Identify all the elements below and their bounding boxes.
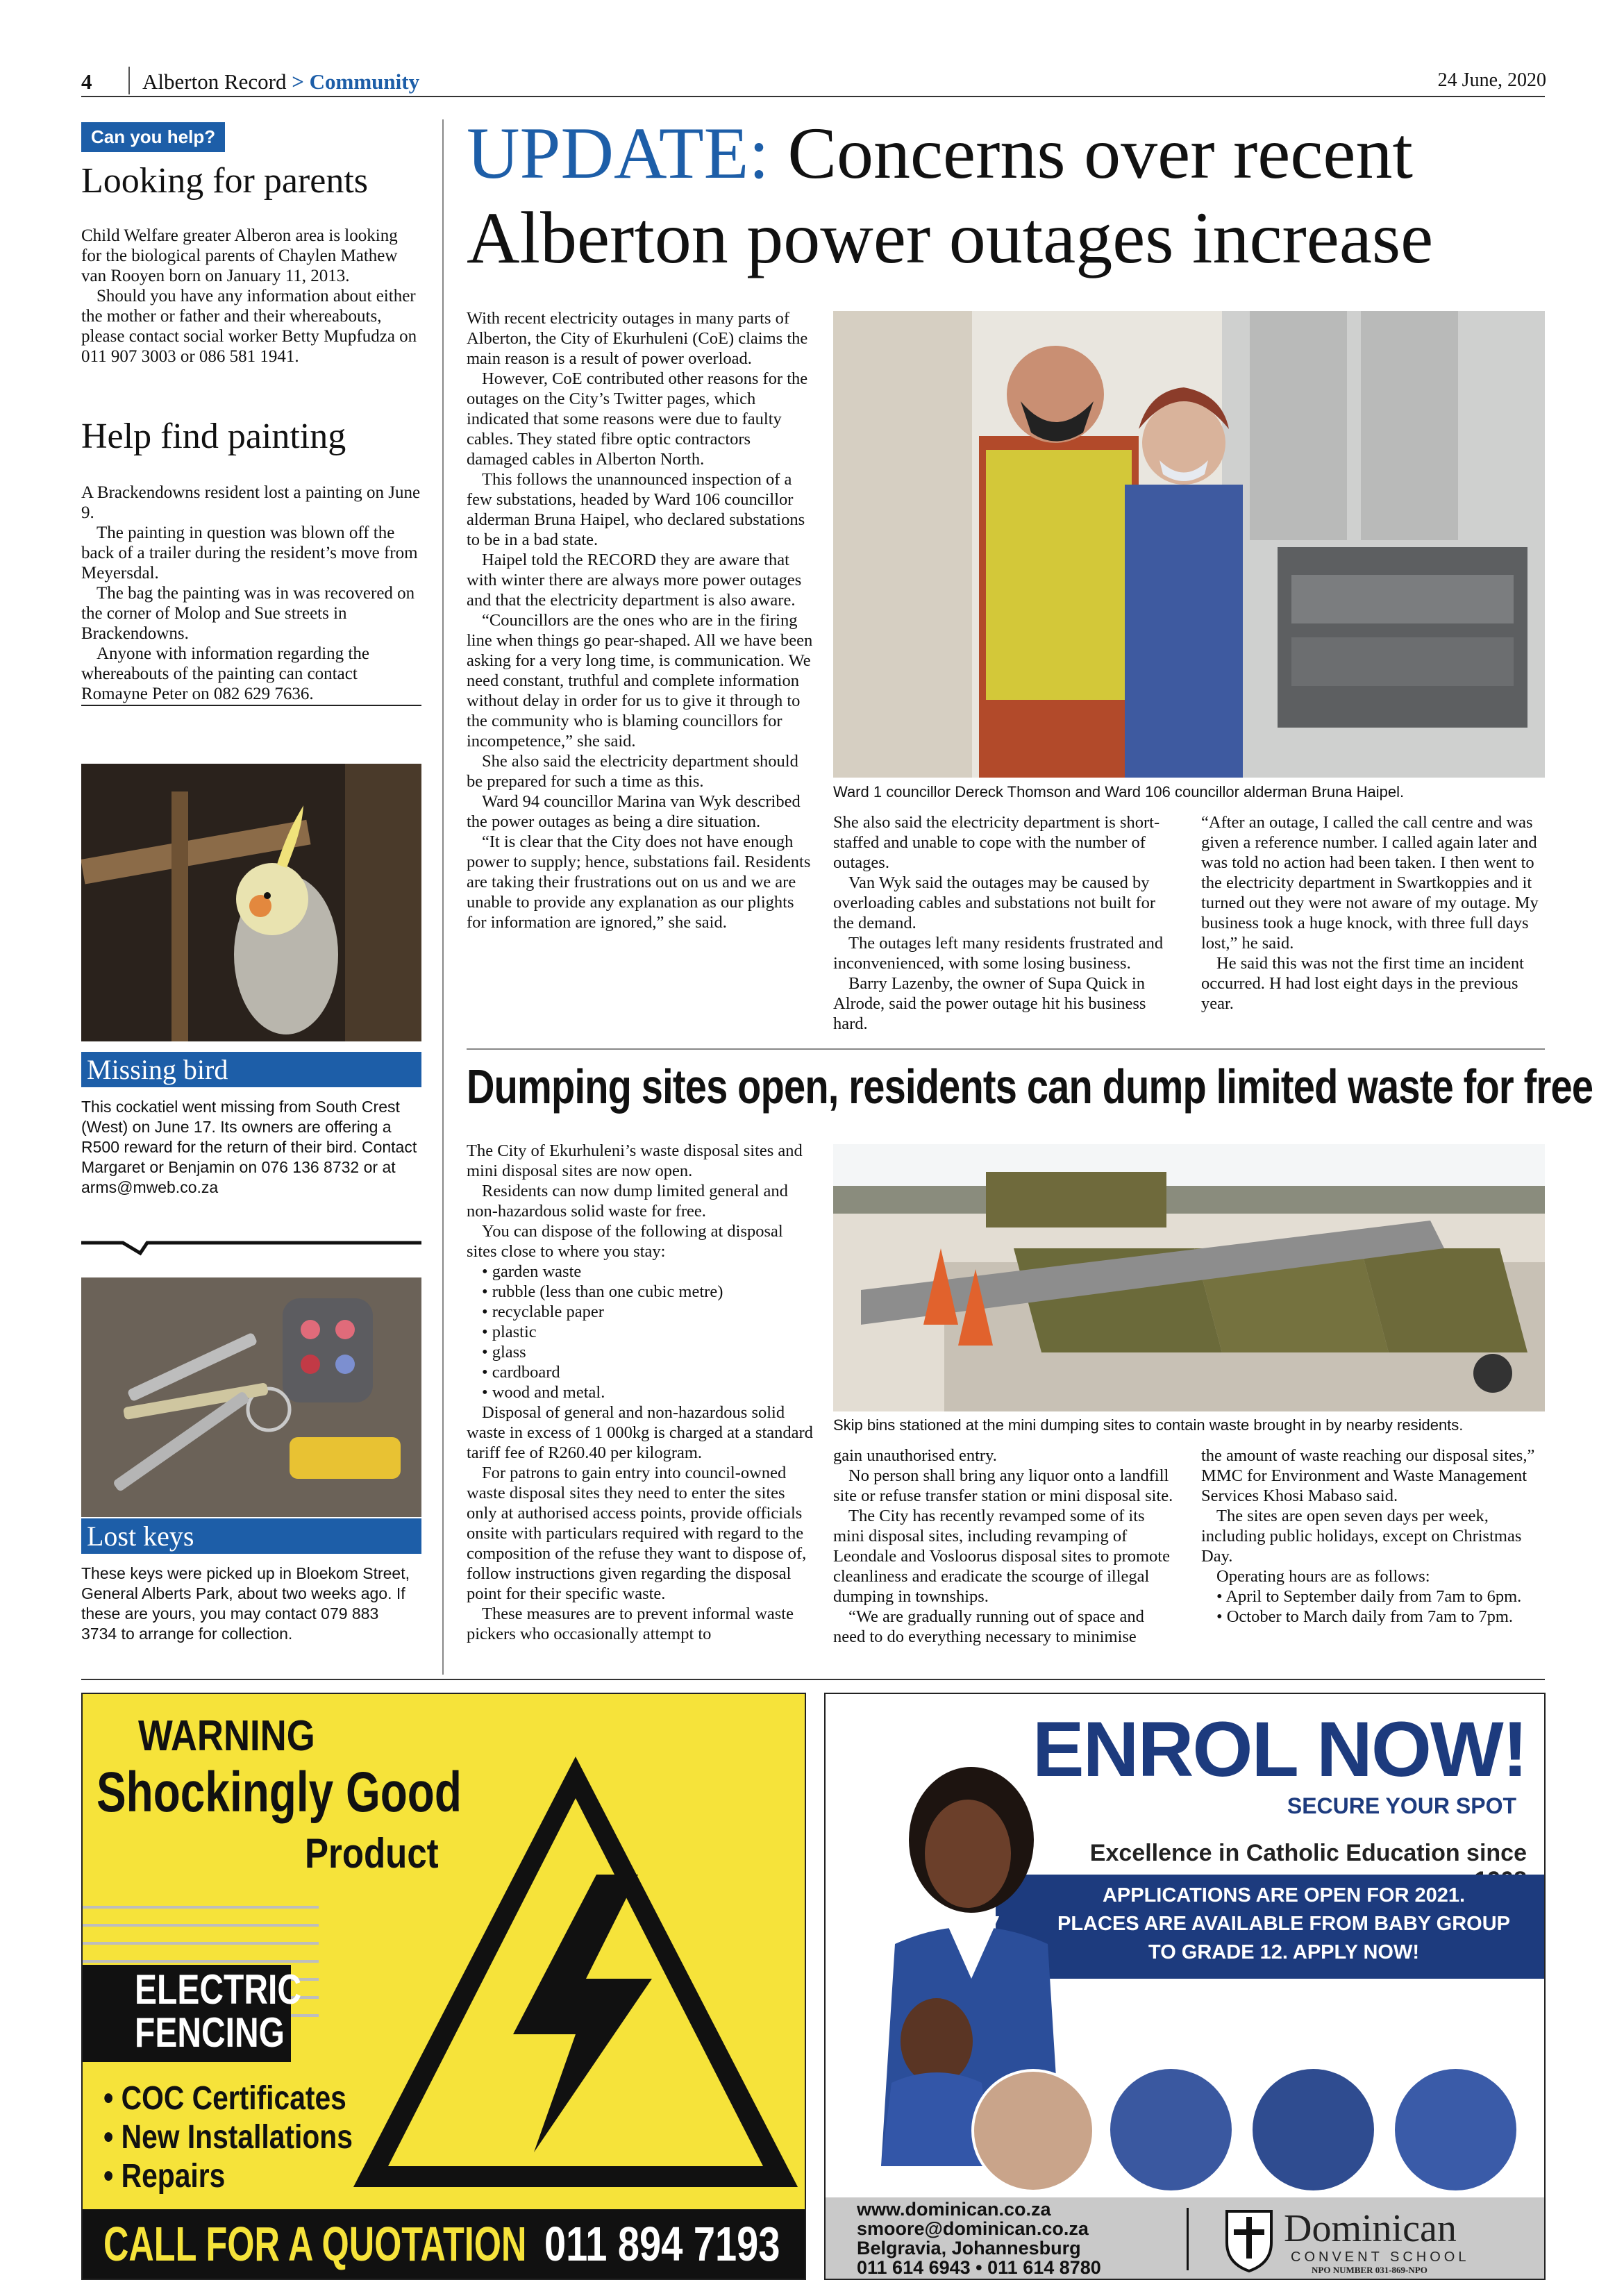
ad-banner-line: PLACES ARE AVAILABLE FROM BABY GROUP [1057,1913,1510,1935]
column-rule [442,119,444,1675]
list-item: • recyclable paper [482,1302,604,1321]
ad-tagline-2: Product [305,1830,439,1877]
parents-title: Looking for parents [81,161,369,201]
divider [467,1048,1545,1050]
school-sub: CONVENT SCHOOL [1291,2249,1470,2265]
paragraph: “Councillors are the ones who are in the firing line when things go pear-shaped. All we have been asking for a very long time, is communication. We need constant, truthful and complete information without delay in order for us to give it through to the community who is blaming councillors for incompetence,” she said. [467,611,813,751]
speech-bubble-icon [81,1222,421,1257]
paragraph: The City of Ekurhuleni’s waste disposal sites and mini disposal sites are now open. [467,1141,803,1180]
headline-text: Concerns over recent Alberton power outages increase [467,112,1434,278]
photo-caption-2: Skip bins stationed at the mini dumping sites to contain waste brought in by nearby residents. [833,1416,1464,1434]
list-item: • plastic [482,1323,537,1341]
ad-service-line: FENCING [135,2009,285,2056]
paragraph: Residents can now dump limited general and non-hazardous solid waste for free. [467,1182,788,1221]
ad-banner-text [1055,1882,1513,1967]
ad-banner-line: TO GRADE 12. APPLY NOW! [1148,1941,1419,1963]
bird-title: Missing bird [81,1052,421,1087]
paragraph: The painting in question was blown off the back of a trailer during the resident’s move from Meyersdal. [81,523,418,583]
ad-bullets [103,2079,353,2196]
school-advert [824,1693,1546,2280]
paragraph: the amount of waste reaching our disposal sites,” MMC for Environment and Waste Management Services Khosi Mabaso said. [1201,1446,1535,1505]
list-item: • COC Certificates [103,2080,346,2117]
list-item: • New Installations [103,2119,353,2156]
photo-caption: Ward 1 councillor Dereck Thomson and Ward 106 councillor alderman Bruna Haipel. [833,783,1405,801]
contact-line: smoore@dominican.co.za [857,2218,1089,2239]
keys-icon [81,1277,421,1517]
breadcrumb [142,69,419,94]
keys-photo [81,1277,421,1517]
paragraph: This follows the unannounced inspection of a few substations, headed by Ward 106 councillor alderman Bruna Haipel, who declared substations to be in a bad state. [467,470,805,549]
substation-photo-icon [833,311,1545,778]
paragraph: • October to March daily from 7am to 7pm. [1216,1607,1514,1626]
contact-line: 011 614 6943 • 011 614 8780 [857,2257,1101,2278]
npo-number: NPO NUMBER 031-869-NPO [1312,2265,1428,2275]
issue-date: 24 June, 2020 [1437,69,1546,91]
keys-text: These keys were picked up in Bloekom Street, General Alberts Park, about two weeks ago. If these are yours, you may contact 079 883 3734 to arrange for collection. [81,1564,410,1643]
paragraph: The sites are open seven days per week, including public holidays, except on Christmas Day. [1201,1507,1522,1566]
paragraph: Haipel told the RECORD they are aware that with winter there are always more power outages and that the electricity department is also aware. [467,551,802,610]
paragraph: For patrons to gain entry into council-owned waste disposal sites they need to enter the sites only at authorised access points, provide officials onsite with particulars required with regard to the composition of the refuse they want to dispose of, follow instructions given regarding the disposal point for their specific waste. [467,1464,807,1603]
paragraph: “After an outage, I called the call centre and was given a reference number. I called again later and was told no action had been taken. I then went to the electricity department in Swartkoppies and it turned out they were not aware of my outage. My business took a huge knock, with three full days lost,” he said. [1201,813,1539,953]
paragraph: Child Welfare greater Alberon area is looking for the biological parents of Chaylen Mathew van Rooyen born on January 11, 2013. [81,226,398,285]
footer-divider [1187,2208,1189,2270]
ad-school-tagline: Excellence in Catholic Education since [1089,1840,1527,1866]
publication-name: Alberton Record [142,69,287,94]
list-item: • wood and metal. [482,1383,605,1402]
paragraph: He said this was not the first time an incident occurred. H had lost eight days in the previous year. [1201,954,1524,1013]
bird-photo [81,764,421,1041]
paragraph: Barry Lazenby, the owner of Supa Quick in Alrode, said the power outage hit his business hard. [833,974,1146,1033]
school-crest-icon [1221,2204,1277,2274]
paragraph: A Brackendowns resident lost a painting on June 9. [81,483,421,522]
school-name: Dominican [1284,2207,1457,2250]
contact-line: www.dominican.co.za [857,2199,1051,2220]
paragraph: Ward 94 councillor Marina van Wyk described the power outages as being a dire situation. [467,792,801,831]
paragraph: “We are gradually running out of space and need to do everything necessary to minimise [833,1607,1144,1646]
page-number: 4 [81,69,92,94]
paragraph: • April to September daily from 7am to 6pm. [1216,1587,1522,1606]
header-rule [81,96,1545,97]
cockatiel-icon [81,764,421,1041]
ad-service [135,1968,301,2054]
school-photo-circle [1395,2069,1516,2190]
section-name: Community [309,69,420,94]
ad-banner-line: APPLICATIONS ARE OPEN FOR 2021. [1102,1884,1466,1907]
ad-cta: CALL FOR A QUOTATION [103,2217,527,2271]
councillors-photo [833,311,1545,778]
paragraph: However, CoE contributed other reasons for the outages on the City’s Twitter pages, which indicated that some reasons were due to faulty cables. They stated fibre optic contractors damaged cables in Alberton North. [467,369,808,469]
parents-body [81,226,421,367]
ad-phone: 011 894 7193 [544,2217,780,2271]
article1-col2 [833,812,1177,1034]
article2-col3 [1201,1446,1545,1627]
article2-col1 [467,1141,814,1644]
school-photo-circle [1253,2069,1374,2190]
ad-school-sub: SECURE YOUR SPOT [1287,1793,1516,1818]
list-item: • cardboard [482,1363,560,1382]
paragraph: She also said the electricity department should be prepared for such a time as this. [467,752,798,791]
list-item: • glass [482,1343,526,1361]
paragraph: Disposal of general and non-hazardous solid waste in excess of 1 000kg is charged at a standard tariff fee of R260.40 per kilogram. [467,1403,813,1462]
paragraph: gain unauthorised entry. [833,1446,997,1465]
ad-warning: WARNING [138,1712,315,1760]
headline [467,111,1550,280]
paragraph: Operating hours are as follows: [1216,1567,1430,1586]
skip-bins-photo [833,1144,1545,1411]
ad-rule [81,1679,1545,1680]
article1-col3 [1201,812,1545,1014]
painting-body [81,483,421,704]
paragraph: Van Wyk said the outages may be caused by overloading cables and substations not built for the demand. [833,873,1156,932]
list-item: • rubble (less than one cubic metre) [482,1282,723,1301]
ad-school-headline: ENROL NOW! [1032,1706,1527,1793]
paragraph: These measures are to prevent informal waste pickers who occasionally attempt to [467,1604,794,1643]
headline-2: Dumping sites open, residents can dump limited waste for free [467,1059,1593,1114]
list-item: • Repairs [103,2158,226,2195]
school-photo-circle [1110,2069,1232,2190]
paragraph: “It is clear that the City does not have enough power to supply; hence, substations fail. Residents are taking their frustrations out on us and we are unable to provide any explanation as our plights for information are ignored,” she said. [467,832,811,932]
ad-tagline-1: Shockingly Good [97,1761,462,1824]
article2-col2 [833,1446,1177,1647]
paragraph: No person shall bring any liquor onto a landfill site or refuse transfer station or mini disposal site. [833,1466,1173,1505]
paragraph: You can dispose of the following at disposal sites close to where you stay: [467,1222,783,1261]
article1-col1 [467,308,814,932]
paragraph: The City has recently revamped some of its mini disposal sites, including revamping of Leondale and Vosloorus disposal sites to promote cleanliness and eradicate the scourge of illegal dumping in townships. [833,1507,1170,1606]
paragraph: With recent electricity outages in many parts of Alberton, the City of Ekurhuleni (CoE) claims the main reason is a result of power overload. [467,309,808,368]
paragraph: The outages left many residents frustrated and inconvenienced, with some losing business. [833,934,1164,973]
ad-service-line: ELECTRIC [135,1966,301,2013]
waste-list [467,1262,814,1402]
fencing-advert [81,1693,806,2280]
school-photo-circle [971,2069,1095,2193]
keys-title: Lost keys [81,1518,421,1554]
paragraph: Should you have any information about either the mother or father and their whereabouts, please contact social worker Betty Mupfudza on 011 907 3003 or 086 581 1941. [81,287,417,366]
breadcrumb-chevron: > [292,69,304,94]
list-item: • garden waste [482,1262,582,1281]
paragraph: She also said the electricity department is short-staffed and unable to cope with the number of outages. [833,813,1160,872]
paragraph: Anyone with information regarding the whereabouts of the painting can contact Romayne Peter on 082 629 7636. [81,644,369,703]
headline-accent: UPDATE: [467,112,769,194]
section-tag: Can you help? [81,122,225,152]
header-divider [128,67,130,94]
ad-contacts [857,2199,1101,2277]
divider [81,705,421,706]
painting-title: Help find painting [81,417,346,456]
paragraph: The bag the painting was in was recovered on the corner of Molop and Sue streets in Brackendowns. [81,584,415,643]
bird-text: This cockatiel went missing from South Crest (West) on June 17. Its owners are offering a R500 reward for the return of their bird. Contact Margaret or Benjamin on 076 136 8732 or at arms@mweb.co.za [81,1098,417,1196]
contact-line: Belgravia, Johannesburg [857,2238,1081,2259]
skip-bins-icon [833,1144,1545,1411]
